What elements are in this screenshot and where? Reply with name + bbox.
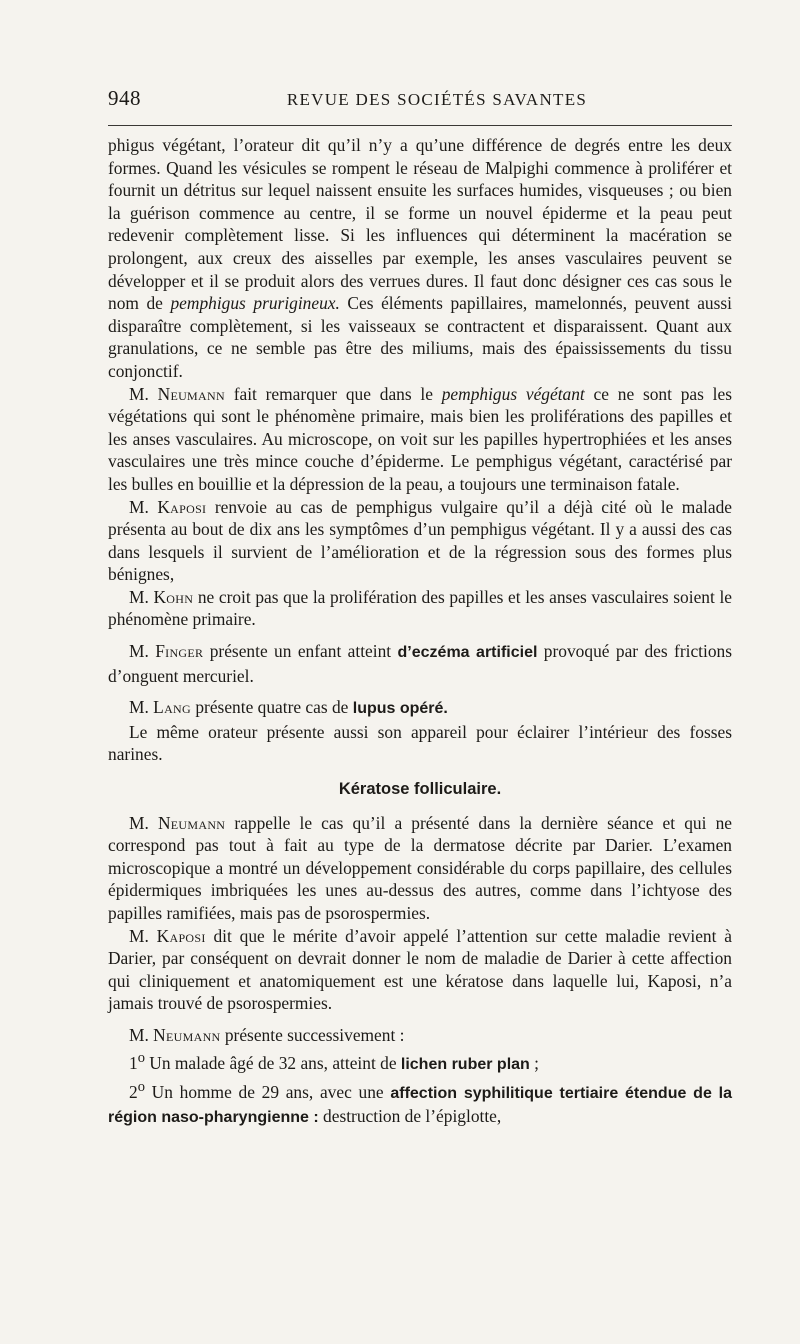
ordinal-mark: o bbox=[137, 1049, 145, 1066]
page-number: 948 bbox=[108, 86, 141, 110]
speaker-name: Kaposi bbox=[157, 496, 207, 517]
paragraph-text: Le même orateur présente aussi son appareil pour éclairer l’intérieur des fosses narines. bbox=[108, 721, 732, 765]
speaker-name: Kohn bbox=[153, 586, 194, 607]
paragraph-text: rappelle le cas qu’il a présenté dans la dernière séance et qui ne correspond pas tout à fait au type de la dermatose décrite par Darier. L’examen microscopique a montré un développement considérable du corps papillaire, des cellules épidermiques imbriquées les unes au-dessus des autres, comme dans l’ichtyose des papilles ramifiées, mais pas de psorospermies. bbox=[108, 812, 732, 923]
speaker-name: Lang bbox=[153, 697, 191, 718]
italic-term: pemphigus végétant bbox=[441, 383, 585, 404]
paragraph-text: présente quatre cas de bbox=[191, 697, 353, 718]
paragraph-lang-apparatus bbox=[108, 721, 732, 766]
title-prefix: M. bbox=[129, 586, 154, 607]
paragraph-text: ce ne sont pas les végétations qui sont le phénomène primaire, mais bien les proliférations des papilles et les anses vasculaires. Au microscope, on voit sur les papilles hypertrophiées et les anses vasculaires une très mince couche d’épiderme. Le pemphigus végétant, caractérisé par les bulles en bouillie et la dépression de la peau, a toujours une terminaison fatale. bbox=[108, 383, 732, 494]
paragraph-text: provoqué par des frictions d’onguent mercuriel. bbox=[108, 641, 732, 686]
paragraph-text: Un homme de 29 ans, avec une bbox=[144, 1081, 391, 1102]
title-prefix: M. bbox=[129, 496, 158, 517]
italic-term: pemphigus prurigineux. bbox=[170, 293, 340, 314]
paragraph-kohn-remark bbox=[108, 586, 732, 631]
paragraph-text: dit que le mérite d’avoir appelé l’attention sur cette maladie revient à Darier, par conséquent on devrait donner le nom de maladie de Darier à cette affection qui cliniquement et anatomiquement est une kératose dans laquelle lui, Kaposi, n’a jamais trouvé de psorospermies. bbox=[108, 925, 732, 1014]
paragraph-pemphigus-continuation bbox=[108, 134, 732, 383]
header-rule bbox=[108, 125, 732, 126]
title-prefix: M. bbox=[129, 925, 157, 946]
title-prefix: M. bbox=[129, 1024, 154, 1045]
paragraph-text: ; bbox=[529, 1052, 539, 1073]
paragraph-neumann-remark bbox=[108, 383, 732, 496]
speaker-name: Neumann bbox=[157, 383, 225, 404]
paragraph-finger-case bbox=[108, 640, 732, 687]
page-header bbox=[108, 82, 732, 116]
ordinal-mark: o bbox=[137, 1078, 145, 1095]
title-prefix: M. bbox=[129, 641, 156, 662]
paragraph-text: renvoie au cas de pemphigus vulgaire qu’il a déjà cité où le malade présenta au bout de dix ans les symptômes d’un pemphigus végétant. Il y a aussi des cas dans lesquels il survient de l’amélioration et de la régression sous des formes plus bénignes, bbox=[108, 496, 732, 585]
speaker-name: Kaposi bbox=[156, 925, 206, 946]
list-item-syphilis bbox=[108, 1076, 732, 1130]
running-head: REVUE DES SOCIÉTÉS SAVANTES bbox=[286, 90, 588, 109]
title-prefix: M. bbox=[129, 697, 154, 718]
bold-term: d’eczéma artificiel bbox=[397, 644, 538, 662]
paragraph-text: Ces éléments papillaires, mamelonnés, peuvent aussi disparaître complètement, si les vaisseaux se contractent et disparaissent. Quant aux granulations, ce ne semble pas être des miliums, mais des épaississements du tissu conjonctif. bbox=[108, 293, 732, 381]
paragraph-text: ne croit pas que la prolifération des papilles et les anses vasculaires soient le phénomène primaire. bbox=[108, 586, 732, 630]
bold-term: lichen ruber plan bbox=[400, 1055, 530, 1073]
speaker-name: Neumann bbox=[153, 1024, 221, 1045]
speaker-name: Neumann bbox=[157, 812, 226, 833]
paragraph-kaposi-remark bbox=[108, 496, 732, 586]
title-prefix: M. bbox=[129, 383, 158, 404]
article-body bbox=[108, 134, 732, 1130]
bold-term: lupus opéré. bbox=[352, 700, 448, 718]
paragraph-text: phigus végétant, l’orateur dit qu’il n’y a qu’une différence de degrés entre les deux formes. Quand les vésicules se rompent le réseau de Malpighi commence à proliférer et fournit un détritus sur lequel naissent ensuite les surfaces humides, visqueuses ; ou bien la guérison commence au centre, il se forme un nouvel épiderme et la peau peut redevenir complètement lisse. Si les influences qui déterminent la macération se prolongent, aux creux des aisselles par exemple, les anses vasculaires peuvent se développer et il se produit alors des verrues dures. Il faut donc désigner ces cas sous le nom de bbox=[108, 135, 732, 314]
list-number: 1 bbox=[129, 1052, 138, 1073]
list-number: 2 bbox=[129, 1081, 138, 1102]
paragraph-neumann-keratosis bbox=[108, 812, 732, 925]
section-heading: Kératose folliculaire. bbox=[338, 780, 502, 799]
paragraph-text: Un malade âgé de 32 ans, atteint de bbox=[144, 1052, 401, 1073]
speaker-name: Finger bbox=[155, 641, 204, 662]
paragraph-text: présente successivement : bbox=[220, 1024, 405, 1045]
paragraph-neumann-presents bbox=[108, 1024, 732, 1047]
paragraph-text: destruction de l’épiglotte, bbox=[318, 1106, 502, 1127]
title-prefix: M. bbox=[129, 812, 158, 833]
list-item-lichen bbox=[108, 1047, 732, 1076]
paragraph-kaposi-darier bbox=[108, 925, 732, 1015]
paragraph-text: présente un enfant atteint bbox=[203, 641, 398, 662]
bold-term: affection syphilitique tertiaire étendue de la région naso-pharyngienne : bbox=[108, 1084, 732, 1127]
paragraph-text: fait remarquer que dans le bbox=[224, 383, 442, 404]
paragraph-lang-case bbox=[108, 696, 732, 721]
